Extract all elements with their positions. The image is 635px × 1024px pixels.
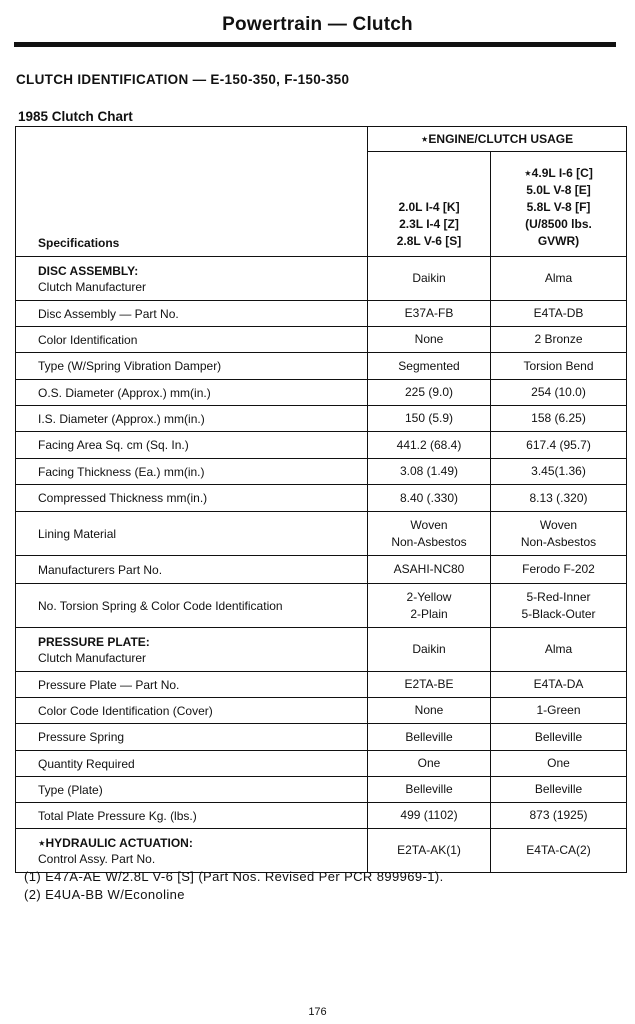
value-line: 5-Red-Inner [526,589,591,604]
value-cell-group-a [368,751,491,777]
table-row [16,327,627,353]
value-cell-group-b [491,485,627,512]
value-cell-group-b [491,406,627,432]
spec-label: Color Code Identification (Cover) [38,703,213,718]
value-line: Torsion Bend [523,358,594,373]
spec-label: Facing Area Sq. cm (Sq. In.) [38,438,189,452]
value-line: Belleville [405,782,453,796]
value-cell-group-b [491,724,627,751]
engine-header-line: ⋆4.9L I-6 [C] [524,166,593,180]
value-cell-group-b [491,829,627,873]
page-header-title: Powertrain — Clutch [222,14,413,35]
spec-label: Compressed Thickness mm(in.) [38,491,208,505]
value-line: Non-Asbestos [391,534,467,549]
table-header-row-usage [16,127,627,152]
spec-cell [16,672,368,698]
chart-title: 1985 Clutch Chart [18,109,133,124]
value-cell-group-b [491,556,627,584]
value-cell-group-a [368,724,491,751]
section-heading: ⋆HYDRAULIC ACTUATION: [38,835,193,850]
value-cell-group-b [491,584,627,628]
footnotes [24,868,444,904]
spec-cell [16,485,368,512]
table-row [16,724,627,751]
spec-label: Facing Thickness (Ea.) mm(in.) [38,464,205,479]
engine-header-line: GVWR) [537,234,580,248]
value-cell-group-a [368,777,491,803]
value-line: Woven [410,517,448,532]
spec-cell [16,353,368,380]
footnote-1: (1) E47A-AE W/2.8L V-6 [S] (Part Nos. Revised Per PCR 899969-1). [24,869,444,884]
value-cell-group-b [491,327,627,353]
value-line: 1-Green [536,703,581,717]
value-cell-group-a [368,628,491,672]
table-row [16,380,627,406]
value-cell-group-b [491,751,627,777]
spec-label: Total Plate Pressure Kg. (lbs.) [38,808,197,823]
value-line: E4TA-CA(2) [526,843,591,857]
spec-label: Color Identification [38,332,138,347]
value-line: Ferodo F-202 [522,562,595,576]
spec-cell [16,406,368,432]
section-heading: DISC ASSEMBLY: [38,263,139,278]
value-line: Daikin [412,271,446,285]
value-cell-group-b [491,301,627,327]
value-cell-group-a [368,556,491,584]
footnote-2: (2) E4UA-BB W/Econoline [24,887,185,902]
value-cell-group-a [368,485,491,512]
value-line: 441.2 (68.4) [396,437,462,452]
table-row [16,777,627,803]
spec-cell [16,301,368,327]
value-cell-group-a [368,803,491,829]
page-number: 176 [308,1006,327,1018]
section-title: CLUTCH IDENTIFICATION — E-150-350, F-150-350 [16,72,350,87]
spec-cell [16,327,368,353]
value-cell-group-a [368,257,491,301]
table-row [16,628,627,672]
value-cell-group-b [491,803,627,829]
table-row [16,406,627,432]
value-line: 158 (6.25) [531,411,586,425]
value-line: Non-Asbestos [520,534,597,549]
spec-label: Pressure Plate — Part No. [38,677,180,692]
value-line: E2TA-BE [404,677,454,691]
value-cell-group-b [491,380,627,406]
value-line: Daikin [412,642,446,656]
value-line: 2 Bronze [534,332,583,346]
value-line: Belleville [534,729,583,744]
value-line: One [417,756,441,770]
table-row [16,459,627,485]
value-line: 873 (1925) [529,808,588,822]
spec-label: Type (Plate) [38,782,103,797]
value-line: None [414,703,444,717]
spec-cell [16,751,368,777]
value-cell-group-b [491,432,627,459]
value-cell-group-b [491,512,627,556]
value-line: One [547,756,570,770]
value-cell-group-b [491,698,627,724]
value-line: E4TA-DA [533,677,584,691]
spec-label: O.S. Diameter (Approx.) mm(in.) [38,385,211,400]
section-heading: PRESSURE PLATE: [38,634,150,649]
table-row [16,353,627,380]
value-line: 8.13 (.320) [529,490,588,505]
spec-cell [16,829,368,873]
engine-header-line: 2.3L I-4 [Z] [399,217,459,231]
engine-clutch-usage-header: ⋆ENGINE/CLUTCH USAGE [368,127,627,152]
value-line: 5-Black-Outer [521,606,596,621]
engine-header-line: 5.0L V-8 [E] [526,183,591,197]
spec-label: Quantity Required [38,756,135,771]
value-line: E37A-FB [404,306,454,320]
value-line: 2-Yellow [406,589,452,604]
spec-cell [16,803,368,829]
spec-label: Manufacturers Part No. [38,562,163,577]
table-row [16,698,627,724]
spec-label: Lining Material [38,526,117,541]
table-row [16,751,627,777]
spec-label: Disc Assembly — Part No. [38,306,179,321]
table-row [16,257,627,301]
spec-label: No. Torsion Spring & Color Code Identification [38,598,283,613]
value-line: 499 (1102) [400,808,458,822]
value-line: 617.4 (95.7) [526,437,591,452]
value-cell-group-a [368,698,491,724]
spec-label: I.S. Diameter (Approx.) mm(in.) [38,411,205,426]
spec-cell [16,257,368,301]
spec-cell [16,724,368,751]
spec-cell [16,512,368,556]
value-line: 254 (10.0) [531,385,586,399]
value-cell-group-b [491,353,627,380]
value-line: 2-Plain [410,606,448,621]
table-row [16,803,627,829]
table-row [16,512,627,556]
value-line: 225 (9.0) [404,385,454,399]
spec-cell [16,459,368,485]
spec-cell [16,584,368,628]
value-cell-group-a [368,406,491,432]
spec-label: Clutch Manufacturer [38,650,147,665]
value-line: E2TA-AK(1) [397,843,461,857]
spec-cell [16,432,368,459]
specifications-header: Specifications [16,127,368,257]
value-line: Belleville [405,729,453,744]
value-cell-group-b [491,628,627,672]
value-cell-group-a [368,829,491,873]
header-rule [14,42,616,47]
value-cell-group-a [368,353,491,380]
spec-cell [16,698,368,724]
value-cell-group-a [368,327,491,353]
value-line: Segmented [398,358,460,373]
value-line: E4TA-DB [533,306,584,320]
engine-group-a-header [368,152,491,257]
value-line: None [414,332,444,346]
engine-header-line: 2.8L V-6 [S] [396,234,462,248]
value-line: 3.08 (1.49) [399,464,459,478]
spec-label: Type (W/Spring Vibration Damper) [38,359,222,373]
spec-cell [16,556,368,584]
value-cell-group-a [368,672,491,698]
value-cell-group-a [368,432,491,459]
value-cell-group-a [368,301,491,327]
value-line: Alma [544,271,573,285]
value-line: 150 (5.9) [404,411,454,425]
value-line: 8.40 (.330) [399,490,459,505]
value-line: Woven [539,517,578,532]
spec-label: Clutch Manufacturer [38,279,147,294]
value-cell-group-b [491,777,627,803]
engine-group-b-header [491,152,627,257]
value-line: Belleville [534,782,583,796]
clutch-chart-table [15,126,627,873]
value-cell-group-b [491,672,627,698]
spec-label: Pressure Spring [38,730,125,744]
value-line: Alma [544,642,573,656]
value-cell-group-a [368,459,491,485]
table-row [16,829,627,873]
spec-label: Control Assy. Part No. [38,851,156,866]
spec-cell [16,628,368,672]
value-line: ASAHI-NC80 [393,562,465,576]
spec-cell [16,777,368,803]
table-row [16,301,627,327]
table-row [16,556,627,584]
engine-header-line: 2.0L I-4 [K] [398,200,460,214]
table-row [16,584,627,628]
table-body [16,257,627,873]
engine-header-line: (U/8500 lbs. [525,217,592,231]
value-cell-group-a [368,380,491,406]
value-cell-group-b [491,257,627,301]
table-row [16,485,627,512]
engine-header-line: 5.8L V-8 [F] [526,200,591,214]
value-cell-group-a [368,584,491,628]
table-row [16,672,627,698]
value-line: 3.45(1.36) [531,464,586,478]
value-cell-group-a [368,512,491,556]
table-row [16,432,627,459]
spec-cell [16,380,368,406]
value-cell-group-b [491,459,627,485]
